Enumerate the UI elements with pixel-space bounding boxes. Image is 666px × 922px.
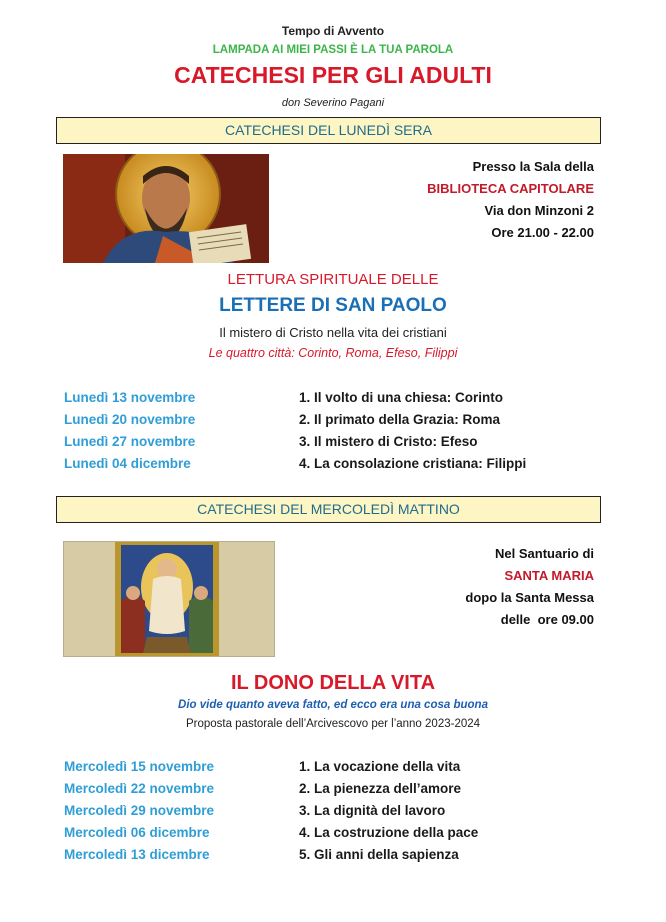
venue-line: Presso la Sala della [472,159,594,174]
venue-time: delle ore 09.00 [500,612,594,627]
schedule-topic: 4. La consolazione cristiana: Filippi [299,456,527,471]
wednesday-proposal: Proposta pastorale dell’Arcivescovo per l’anno 2023-2024 [185,718,481,730]
schedule-topic: 3. La dignità del lavoro [299,803,446,818]
schedule-date: Mercoledì 15 novembre [64,759,215,774]
schedule-topic: 5. Gli anni della sapienza [299,847,459,862]
venue-place: BIBLIOTECA CAPITOLARE [427,181,594,196]
venue-time: Ore 21.00 - 22.00 [491,225,594,240]
wednesday-theme: IL DONO DELLA VITA [230,672,436,694]
page-title: CATECHESI PER GLI ADULTI [174,62,492,88]
schedule-date: Lunedì 27 novembre [64,434,196,449]
schedule-row [0,803,666,825]
schedule-topic: 2. Il primato della Grazia: Roma [299,412,501,427]
schedule-date: Mercoledì 13 dicembre [64,847,210,862]
schedule-topic: 3. Il mistero di Cristo: Efeso [299,434,478,449]
venue-address: Via don Minzoni 2 [484,203,594,218]
venue-wednesday [465,543,594,631]
season-label: Tempo di Avvento [281,24,385,38]
venue-place: SANTA MARIA [504,568,594,583]
venue-line: Nel Santuario di [495,546,594,561]
motto: LAMPADA AI MIEI PASSI È LA TUA PAROLA [212,44,454,56]
schedule-row [0,825,666,847]
monday-subtitle: Il mistero di Cristo nella vita dei cristiani [219,325,447,340]
schedule-topic: 2. La pienezza dell’amore [299,781,462,796]
monday-theme: LETTERE DI SAN PAOLO [219,295,447,316]
schedule-row [0,759,666,781]
schedule-row [0,434,666,456]
schedule-topic: 1. Il volto di una chiesa: Corinto [299,390,504,405]
schedule-date: Lunedì 20 novembre [64,412,196,427]
schedule-row [0,456,666,478]
lectio-heading: LETTURA SPIRITUALE DELLE [227,271,439,288]
schedule-row [0,781,666,803]
schedule-row [0,412,666,434]
wednesday-quote: Dio vide quanto aveva fatto, ed ecco era una cosa buona [178,699,488,711]
schedule-date: Mercoledì 29 novembre [64,803,215,818]
saint-paul-icon-image [63,154,269,263]
venue-note: dopo la Santa Messa [465,590,594,605]
venue-monday [427,156,594,244]
schedule-row [0,390,666,412]
author: don Severino Pagani [281,97,385,109]
schedule-row [0,847,666,869]
schedule-date: Mercoledì 22 novembre [64,781,215,796]
section-band-wednesday: CATECHESI DEL MERCOLEDÌ MATTINO [56,496,601,523]
schedule-topic: 1. La vocazione della vita [299,759,461,774]
monday-cities: Le quattro città: Corinto, Roma, Efeso, Filippi [208,346,458,360]
illumination-image [63,541,275,657]
schedule-date: Mercoledì 06 dicembre [64,825,210,840]
schedule-topic: 4. La costruzione della pace [299,825,479,840]
section-band-monday: CATECHESI DEL LUNEDÌ SERA [56,117,601,144]
schedule-date: Lunedì 13 novembre [64,390,196,405]
schedule-date: Lunedì 04 dicembre [64,456,191,471]
